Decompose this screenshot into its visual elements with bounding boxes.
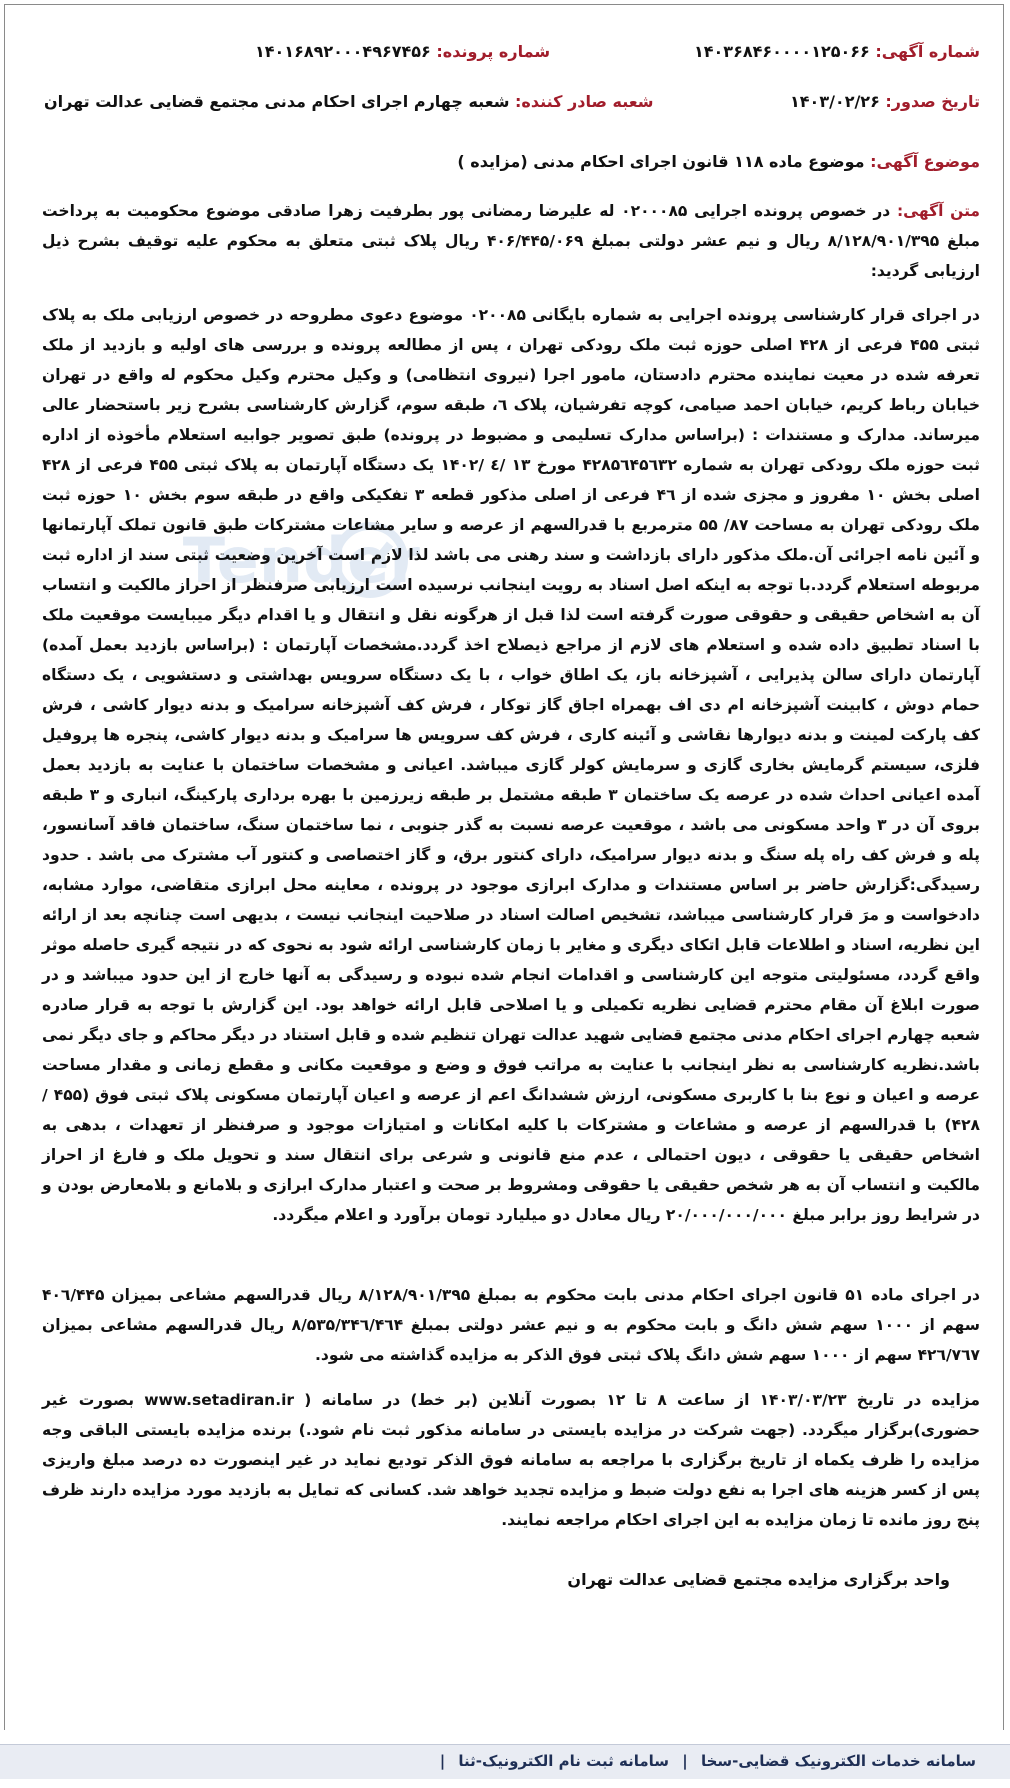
issue-date-row (790, 92, 980, 111)
footer-link-sakha[interactable]: سامانه خدمات الکترونیک قضایی-سخا (700, 1752, 976, 1770)
auction-paragraph: مزایده در تاریخ ۱۴۰۳/۰۳/۲۳ از ساعت ۸ تا ۱۲ بصورت آنلاین (بر خط) در سامانه ( www.setadiran.ir بصورت غیر حضوری)برگزار میگردد. (جهت شرکت در مزایده بایستی در سامانه مذکور ثبت نام شود.) برنده مزایده بایستی الباقی وجه مزایده را ظرف یکماه از تاریخ برگزاری با مراجعه به سامانه فوق الذکر تودیع نماید در غیر اینصورت ده درصد مبلغ واریزی پس از کسر هزینه های اجرا به نفع دولت ضبط و مزایده تجدید خواهد شد. کسانی که تمایل به بازدید مورد مزایده دارند ظرف پنج روز مانده تا زمان مزایده به این اجرای احکام مراجعه نمایند. (42, 1391, 980, 1529)
issuer-value: شعبه چهارم اجرای احکام مدنی مجتمع قضایی عدالت تهران (44, 92, 510, 111)
intro-text: در خصوص پرونده اجرایی ۰۲۰۰۰۸۵ له علیرضا رمضانی پور بطرفیت زهرا صادقی موضوع محکومیت به پرداخت مبلغ ۸/۱۲۸/۹۰۱/۳۹۵ ریال و نیم عشر دولتی بمبلغ ۴۰۶/۴۴۵/۰۶۹ ریال پلاک ثبتی متعلق به محکوم علیه توقیف بشرح ذیل ارزیابی گردید: (42, 202, 980, 280)
issue-date-label: تاریخ صدور: (885, 92, 980, 111)
ad-number-value: ۱۴۰۳۶۸۴۶۰۰۰۰۱۲۵۰۶۶ (694, 42, 870, 61)
footer-separator-end: | (439, 1752, 446, 1770)
shares-paragraph: در اجرای ماده ۵۱ قانون اجرای احکام مدنی بابت محکوم به بمبلغ ۸/۱۲۸/۹۰۱/۳۹۵ ریال قدرالسهم مشاعی بمیزان ۴۰٦/۴۴۵ سهم از ۱۰۰۰ سهم شش دانگ و بابت محکوم به و نیم عشر دولتی بمبلغ ۸/۵۳۵/۳۴٦/۴٦۴ ریال قدرالسهم مشاعی بمیزان ۴۲٦/۷٦۷ سهم از ۱۰۰۰ سهم شش دانگ پلاک ثبتی فوق الذکر به مزایده گذاشته می شود. (42, 1286, 980, 1364)
footer-links (436, 1752, 980, 1770)
case-number-row (255, 42, 550, 61)
issuer-row (44, 92, 654, 111)
case-number-label: شماره پرونده: (436, 42, 551, 61)
issuer-label: شعبه صادر کننده: (515, 92, 654, 111)
report-paragraph: در اجرای قرار کارشناسی پرونده اجرایی به شماره بایگانی ۰۲۰۰۸۵ موضوع دعوی مطروحه در خصوص ارزیابی ملک به پلاک ثبتی ۴۵۵ فرعی از ۴۲۸ اصلی حوزه ثبت ملک رودکی تهران ، پس از مطالعه پرونده و بررسی های اولیه و بازدید از ملک تعرفه شده در معیت نماینده محترم دادستان، مامور اجرا (نیروی انتظامی) و وکیل محترم وکیل محکوم له واقع در تهران خیابان رباط کریم، خیابان احمد صیامی، کوچه تفرشیان، پلاک ٦، طبقه سوم، گزارش کارشناسی بشرح زیر باستحضار عالی میرساند. مدارک و مستندات : (براساس مدارک تسلیمی و مضبوط در پرونده) طبق تصویر جوابیه استعلام مأخوذه از اداره ثبت حوزه ملک رودکی تهران به شماره ۴۲۸۵٦۴۵٦۳۲ مورخ ۱۳ /٤ /۱۴۰۲ یک دستگاه آپارتمان به پلاک ثبتی ۴۵۵ فرعی از ۴۲۸ اصلی بخش ۱۰ مفروز و مجزی شده از ۴٦ فرعی از اصلی مذکور قطعه ۳ تفکیکی واقع در طبقه سوم بخش ۱۰ حوزه ثبت ملک رودکی تهران به مساحت ۸۷/ ۵۵ مترمربع با قدرالسهم از عرصه و سایر مشاعات مشترکات طبق قانون تملک آپارتمانها و آئین نامه اجرائی آن.ملک مذکور دارای بازداشت و سند رهنی می باشد لذا لازم است آخرین وضعیت ثبتی سند از اداره ثبت مربوطه استعلام گردد.با توجه به اینکه اصل اسناد به رویت اینجانب نرسیده است ارزیابی صرفنظر از احراز مالکیت و انتساب آن به اشخاص حقیقی و حقوقی صورت گرفته است لذا قبل از هرگونه نقل و انتقال و یا اقدام دیگر میبایست موقعیت ملک با اسناد تطبیق داده شده و استعلام های لازم از مراجع ذیصلاح اخذ گردد.مشخصات آپارتمان : (براساس بازدید بعمل آمده) آپارتمان دارای سالن پذیرایی ، آشپزخانه باز، یک اطاق خواب ، با یک دستگاه سرویس بهداشتی و دستشویی ، یک دستگاه حمام دوش ، کابینت آشپزخانه ام دی اف بهمراه اجاق گاز توکار ، فرش کف آشپزخانه سرامیک و بدنه دیوار کاشی ، فرش کف پارکت لمینت و بدنه دیوارها نقاشی و آئینه کاری ، فرش کف سرویس ها سرامیک و بدنه دیوار کاشی، پنجره ها پروفیل فلزی، سیستم گرمایش بخاری گازی و سرمایش کولر گازی میباشد. اعیانی و مشخصات ساختمان با عنایت به بازدید بعمل آمده اعیانی احداث شده در عرصه یک ساختمان ۳ طبقه مشتمل بر طبقه زیرزمین با بهره برداری پارکینگ، انباری و ۳ طبقه بروی آن در ۳ واحد مسکونی می باشد ، موقعیت عرصه نسبت به گذر جنوبی ، نما ساختمان سنگ، ساختمان فاقد آسانسور، پله و فرش کف راه پله سنگ و بدنه دیوار سرامیک، دارای کنتور برق، و گاز اختصاصی و کنتور آب مشترک می باشد . حدود رسیدگی:گزارش حاضر بر اساس مستندات و مدارک ابرازی موجود در پرونده ، معاینه محل ابرازی متقاضی، موارد مشابه، دادخواست و مرَ قرار کارشناسی میباشد، تشخیص اصالت اسناد در صلاحیت اینجانب نیست ، بدیهی است چنانچه بعد از ارائه این نظریه، اسناد و اطلاعات قابل اتکای دیگری و مغایر با زمان کارشناسی ارائه شود به نحوی که در نتیجه گیری حاصله موثر واقع گردد، مسئولیتی متوجه این کارشناسی و اقدامات انجام شده نبوده و رسیدگی به آنها خارج از این حدود میباشد و در صورت ابلاغ آن مقام محترم قضایی نظریه تکمیلی و یا اصلاحی قابل ارائه خواهد بود. این گزارش با توجه به قرار صادره شعبه چهارم اجرای احکام مدنی مجتمع قضایی شهید عدالت تهران تنظیم شده و قابل استناد در دیگر محاکم و جای دیگر نمی باشد.نظریه کارشناسی به نظر اینجانب با عنایت به مراتب فوق و وضع و موقعیت مکانی و مقطع زمانی و مقدار مساحت عرصه و اعیان و نوع بنا با کاربری مسکونی، ارزش ششدانگ اعم از عرصه و اعیان آپارتمان مسکونی پلاک ثبتی فوق (۴۵۵ /۴۲۸) با قدرالسهم از عرصه و مشاعات و مشترکات با کلیه امکانات و امتیازات موجود و صرفنظر از تعهدات ، بدهی به اشخاص حقیقی یا حقوقی ، دیون احتمالی ، عدم منع قانونی و شرعی برای انتقال سند و تحویل ملک و فارغ از احراز مالکیت و انتساب آن به هر شخص حقیقی یا حقوقی ومشروط بر صحت و اعتبار مدارک ابرازی و بلامانع و بلامعارض بودن و در شرایط روز برابر مبلغ ۲۰/۰۰۰/۰۰۰/۰۰۰ ریال معادل دو میلیارد تومان برآورد و اعلام میگردد. (42, 306, 981, 1224)
subject-label: موضوع آگهی: (870, 152, 980, 171)
footer-separator: | (682, 1752, 688, 1770)
ad-number-label: شماره آگهی: (875, 42, 980, 61)
intro-paragraph (42, 196, 980, 286)
issue-date-value: ۱۴۰۳/۰۲/۲۶ (790, 92, 880, 111)
body-label: متن آگهی: (896, 202, 980, 220)
subject-value: موضوع ماده ۱۱۸ قانون اجرای احکام مدنی (مزایده ) (457, 152, 865, 171)
subject-row (457, 152, 980, 171)
watermark-text: Tender (182, 524, 420, 597)
footer-link-sana[interactable]: سامانه ثبت نام الکترونیک-ثنا (458, 1752, 670, 1770)
signature: واحد برگزاری مزایده مجتمع قضایی عدالت تهران (567, 1570, 950, 1589)
footer (0, 1730, 1010, 1788)
ad-number-row (694, 42, 980, 61)
case-number-value: ۱۴۰۱۶۸۹۲۰۰۰۴۹۶۷۴۵۶ (255, 42, 431, 61)
